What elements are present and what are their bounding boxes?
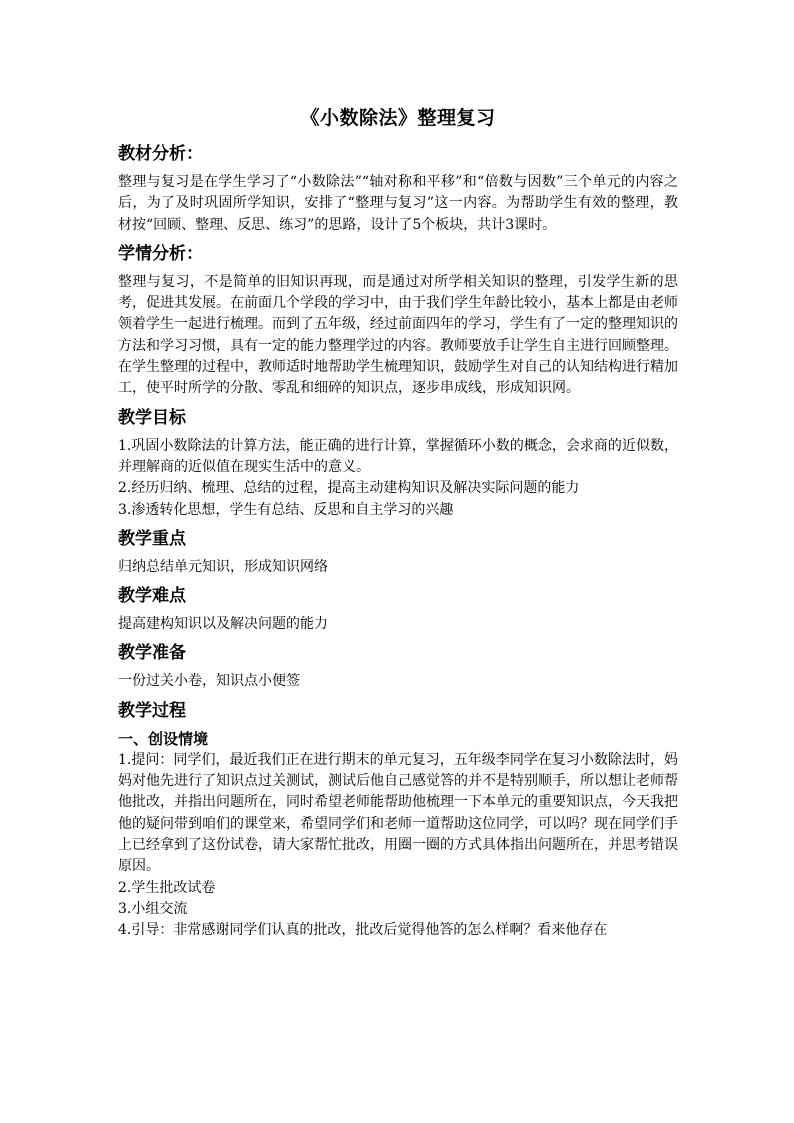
- section-teaching-goals: [118, 406, 678, 521]
- section-teaching-process: [118, 699, 678, 942]
- section-paragraph: 提高建构知识以及解决问题的能力: [118, 616, 328, 633]
- sub-heading: 一、创设情境: [118, 729, 209, 748]
- section-student-analysis: [118, 242, 678, 400]
- section-paragraph: 整理与复习，不是简单的旧知识再现，而是通过对所学相关知识的整理，引发学生新的思考，促进其发展。在前面几个学段的学习中，由于我们学生年龄比较小，基本上都是由老师领着学生一起进行梳理。而到了五年级，经过前面四年的学习，学生有了一定的整理知识的方法和学习习惯，具有一定的能力整理学过的内容。教师要放手让学生自主进行回顾整理。在学生整理的过程中，教师适时地帮助学生梳理知识，鼓励学生对自己的认知结构进行精加工，使平时所学的分散、零乱和细碎的知识点，逐步串成线，形成知识网。: [118, 273, 678, 397]
- document-page: [118, 104, 678, 947]
- section-key-points: [118, 527, 678, 578]
- process-item: 4.引导：非常感谢同学们认真的批改，批改后觉得他答的怎么样啊？看来他存在: [118, 922, 608, 939]
- section-textbook-analysis: [118, 142, 678, 236]
- section-difficulties: [118, 584, 678, 635]
- process-item: 1.提问：同学们，最近我们正在进行期末的单元复习，五年级李同学在复习小数除法时，妈妈对他先进行了知识点过关测试，测试后他自己感觉答的并不是特别顺手，所以想让老师帮他批改，并指出问题所在，同时希望老师能帮助他梳理一下本单元的重要知识点，今天我把他的疑问带到咱们的课堂来，希望同学们和老师一道帮助这位同学，可以吗？现在同学们手上已经拿到了这份试卷，请大家帮忙批改，用圈一圈的方式具体指出问题所在，并思考错误原因。: [118, 751, 678, 875]
- section-heading: 教学过程: [118, 700, 186, 721]
- section-heading: 教学目标: [118, 407, 186, 428]
- goal-item: 2.经历归纳、梳理、总结的过程，提高主动建构知识及解决实际问题的能力: [118, 480, 580, 497]
- section-paragraph: 整理与复习是在学生学习了“小数除法”“轴对称和平移”和“倍数与因数”三个单元的内容之后，为了及时巩固所学知识，安排了“整理与复习”这一内容。为帮助学生有效的整理，教材按“回顾、整理、反思、练习”的思路，设计了5个板块，共计3课时。: [118, 174, 678, 233]
- section-heading: 教学重点: [118, 528, 186, 549]
- process-item: 3.小组交流: [118, 900, 188, 917]
- goal-item: 3.渗透转化思想，学生有总结、反思和自主学习的兴趣: [118, 501, 454, 518]
- section-paragraph: 归纳总结单元知识，形成知识网络: [118, 558, 328, 575]
- section-heading: 教学准备: [118, 643, 186, 664]
- section-heading: 学情分析：: [118, 243, 203, 264]
- section-heading: 教材分析：: [118, 144, 203, 164]
- section-preparation: [118, 641, 678, 692]
- goal-item: 1.巩固小数除法的计算方法，能正确的进行计算，掌握循环小数的概念，会求商的近似数，并理解商的近似值在现实生活中的意义。: [118, 437, 678, 475]
- document-title: 《小数除法》整理复习: [300, 107, 496, 129]
- process-item: 2.学生批改试卷: [118, 879, 216, 896]
- section-heading: 教学难点: [118, 586, 186, 607]
- section-paragraph: 一份过关小卷，知识点小便签: [118, 673, 300, 690]
